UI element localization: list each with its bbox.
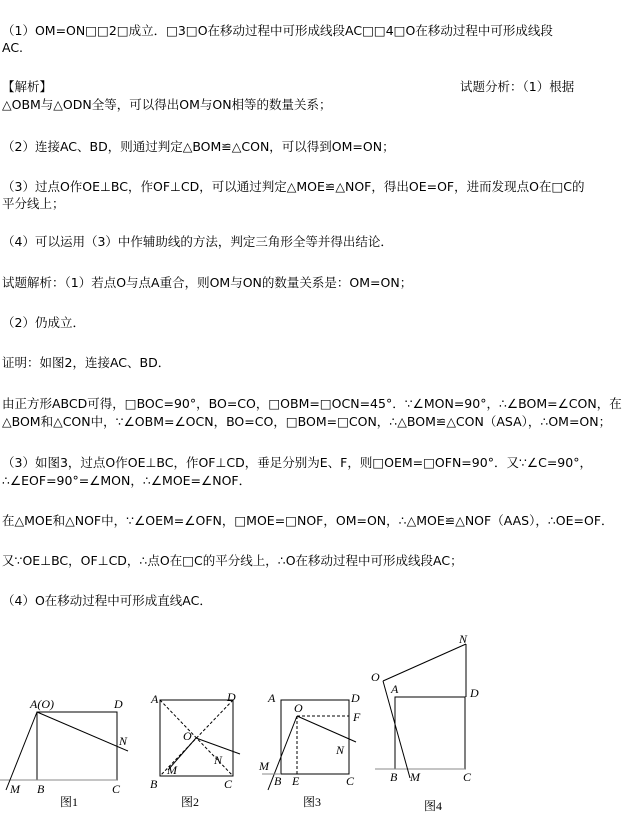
fig3-label-f: F (353, 710, 361, 724)
fig4-label-a: A (391, 682, 399, 696)
fig1-caption: 图1 (60, 795, 79, 809)
analysis-line-3b: 平分线上； (2, 196, 65, 211)
analysis-intro: 试题分析：（1）根据 (460, 79, 575, 94)
fig2-label-b: B (150, 777, 158, 791)
analysis-line-4: （4）可以运用（3）中作辅助线的方法，判定三角形全等并得出结论． (2, 234, 393, 249)
fig3-on-line (297, 716, 356, 742)
proof-line-3: △BOM和△CON中，∵∠OBM=∠OCN，BO=CO，□BOM=□CON，∴△BOM≌△CON（ASA），∴OM=ON； (2, 414, 612, 429)
fig3-label-n: N (336, 743, 345, 757)
fig1-square (37, 712, 117, 780)
figure-4 (375, 644, 466, 778)
solution-line-3a: （3）如图3，过点O作OE⊥BC，作OF⊥CD，垂足分别为E、F，则□OEM=□OFN=90°．又∵∠C=90°， (2, 455, 592, 470)
fig3-label-o: O (294, 701, 303, 715)
analysis-line-1: △OBM与△ODN全等，可以得出OM与ON相等的数量关系； (2, 97, 332, 112)
fig1-on-line (37, 712, 128, 751)
fig3-label-m: M (259, 759, 269, 773)
fig1-label-d: D (114, 697, 123, 711)
fig3-label-c: C (346, 774, 355, 788)
figure-1 (0, 712, 128, 790)
solution-line-3c: 在△MOE和△NOF中，∵∠OEM=∠OFN，□MOE=□NOF，OM=ON，∴△MOE≌△NOF（AAS），∴OE=OF． (2, 513, 614, 528)
solution-line-3d: 又∵OE⊥BC，OF⊥CD，∴点O在□C的平分线上，∴O在移动过程中可形成线段AC； (2, 553, 463, 568)
fig3-caption: 图3 (303, 795, 322, 809)
fig3-square (281, 700, 349, 774)
fig4-label-n: N (459, 632, 468, 646)
fig2-label-c: C (224, 777, 233, 791)
fig4-caption: 图4 (424, 799, 443, 813)
answer-line-2: AC. (2, 40, 24, 55)
fig3-label-e: E (292, 774, 300, 788)
fig2-label-m: M (167, 763, 177, 777)
fig1-label-a: A(O) (30, 697, 54, 711)
fig2-label-d: D (227, 690, 236, 704)
analysis-header: 【解析】 (2, 79, 53, 94)
fig4-label-d: D (470, 686, 479, 700)
figures-row (0, 630, 630, 838)
solution-line-2: （2）仍成立． (2, 315, 85, 330)
analysis-line-2: （2）连接AC、BD，则通过判定△BOM≌△CON，可以得到OM=ON； (2, 139, 395, 154)
fig1-label-c: C (112, 782, 121, 796)
proof-line-2: 由正方形ABCD可得，□BOC=90°，BO=CO，□OBM=□OCN=45°．∵∠MON=90°，∴∠BOM=∠CON，在 (2, 396, 622, 411)
fig2-label-a: A (151, 692, 159, 706)
fig1-om-line (6, 712, 37, 790)
fig2-caption: 图2 (181, 795, 200, 809)
fig3-label-b: B (274, 774, 282, 788)
fig3-label-d: D (351, 691, 360, 705)
proof-line-1: 证明：如图2，连接AC、BD． (2, 355, 171, 370)
fig4-on-line (383, 644, 466, 681)
fig4-label-b: B (390, 770, 398, 784)
analysis-line-3: （3）过点O作OE⊥BC，作OF⊥CD，可以通过判定△MOE≌△NOF，得出OE=OF，进而发现点O在□C的 (2, 179, 585, 194)
solution-line-4: （4）O在移动过程中可形成直线AC． (2, 593, 212, 608)
answer-line-1: （1）OM=ON□□2□成立．□3□O在移动过程中可形成线段AC□□4□O在移动过程中可形成线段 (2, 23, 553, 38)
solution-line-1: 试题解析：（1）若点O与点A重合，则OM与ON的数量关系是：OM=ON； (2, 275, 413, 290)
fig4-square (395, 697, 465, 769)
fig1-label-m: M (10, 782, 20, 796)
solution-line-3b: ∴∠EOF=90°=∠MON，∴∠MOE=∠NOF． (2, 473, 252, 488)
fig4-label-c: C (463, 770, 472, 784)
fig4-label-o: O (371, 670, 380, 684)
fig1-label-b: B (37, 782, 45, 796)
fig4-label-m: M (410, 770, 420, 784)
fig1-label-n: N (119, 734, 128, 748)
fig3-label-a: A (268, 691, 276, 705)
fig2-label-o: O (183, 729, 192, 743)
fig2-label-n: N (214, 753, 223, 767)
